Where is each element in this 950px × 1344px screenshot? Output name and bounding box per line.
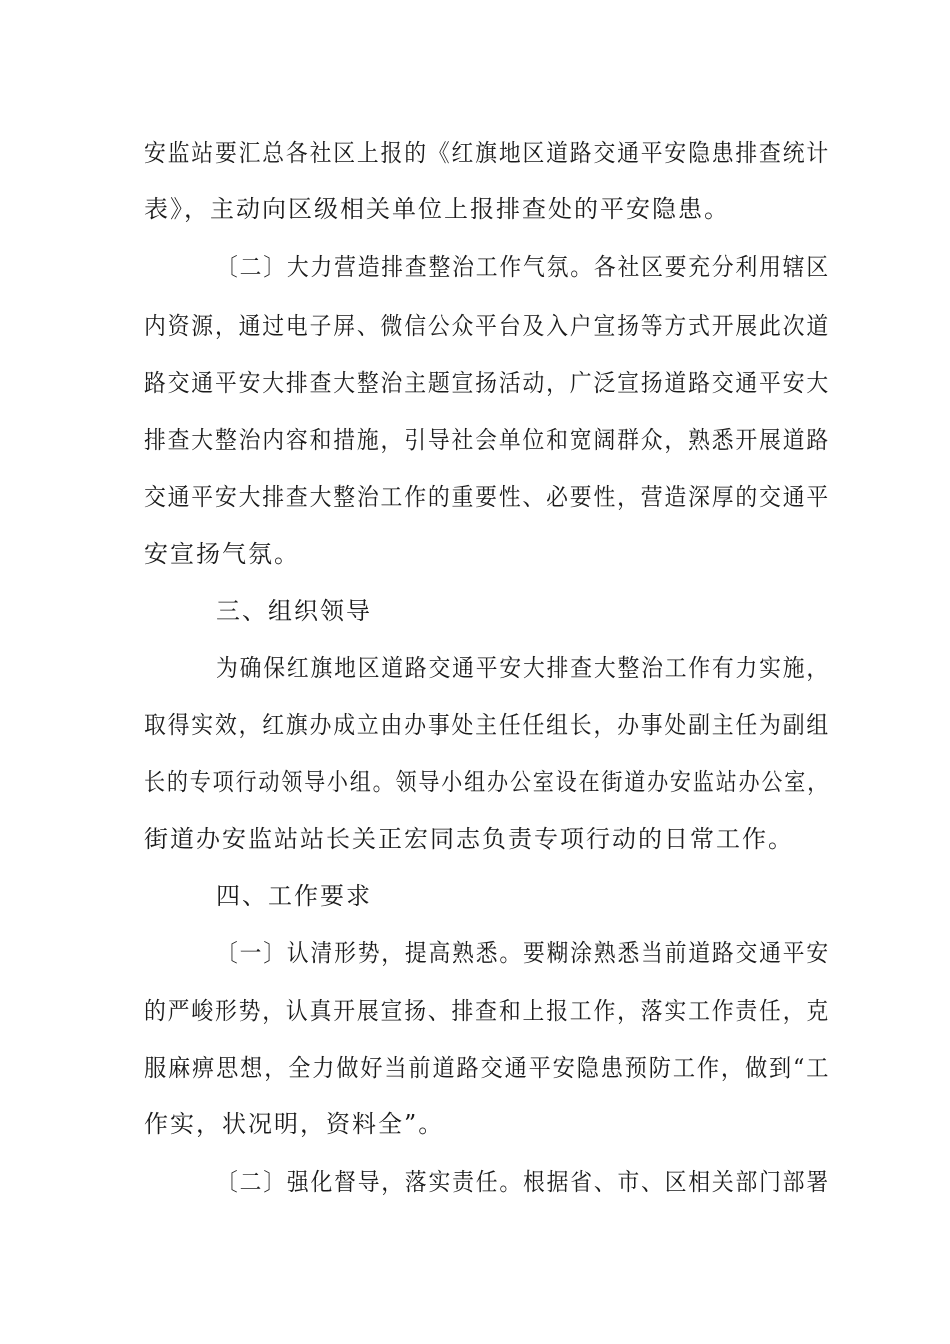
body-text-line: 安监站要汇总各社区上报的《红旗地区道路交通平安隐患排查统计 bbox=[144, 139, 830, 167]
body-text-line: 路交通平安大排查大整治主题宣扬活动，广泛宣扬道路交通平安大 bbox=[144, 369, 830, 397]
body-text-line: 内资源，通过电子屏、微信公众平台及入户宣扬等方式开展此次道 bbox=[144, 312, 830, 340]
section-heading: 三、组织领导 bbox=[216, 597, 372, 625]
body-text-line: 〔二〕强化督导，落实责任。根据省、市、区相关部门部署 bbox=[216, 1168, 830, 1196]
body-text-line: 〔一〕认清形势，提高熟悉。要糊涂熟悉当前道路交通平安 bbox=[216, 939, 830, 967]
body-text-line: 作实，状况明，资料全”。 bbox=[144, 1110, 445, 1138]
body-text-line: 取得实效，红旗办成立由办事处主任任组长，办事处副主任为副组 bbox=[144, 711, 830, 739]
section-heading: 四、工作要求 bbox=[216, 882, 372, 910]
body-text-line: 〔二〕大力营造排查整治工作气氛。各社区要充分利用辖区 bbox=[216, 253, 830, 281]
body-text-line: 表》，主动向区级相关单位上报排查处的平安隐患。 bbox=[144, 195, 730, 223]
body-text-line: 交通平安大排查大整治工作的重要性、必要性，营造深厚的交通平 bbox=[144, 483, 830, 511]
body-text-line: 街道办安监站站长关正宏同志负责专项行动的日常工作。 bbox=[144, 825, 794, 853]
body-text-line: 的严峻形势，认真开展宣扬、排查和上报工作，落实工作责任，克 bbox=[144, 997, 830, 1025]
body-text-line: 服麻痹思想，全力做好当前道路交通平安隐患预防工作，做到“工 bbox=[144, 1054, 831, 1082]
body-text-line: 排查大整治内容和措施，引导社会单位和宽阔群众，熟悉开展道路 bbox=[144, 426, 830, 454]
body-text-line: 安宣扬气氛。 bbox=[144, 540, 300, 568]
body-text-line: 为确保红旗地区道路交通平安大排查大整治工作有力实施， bbox=[216, 654, 830, 682]
body-text-line: 长的专项行动领导小组。领导小组办公室设在街道办安监站办公室， bbox=[144, 768, 830, 796]
